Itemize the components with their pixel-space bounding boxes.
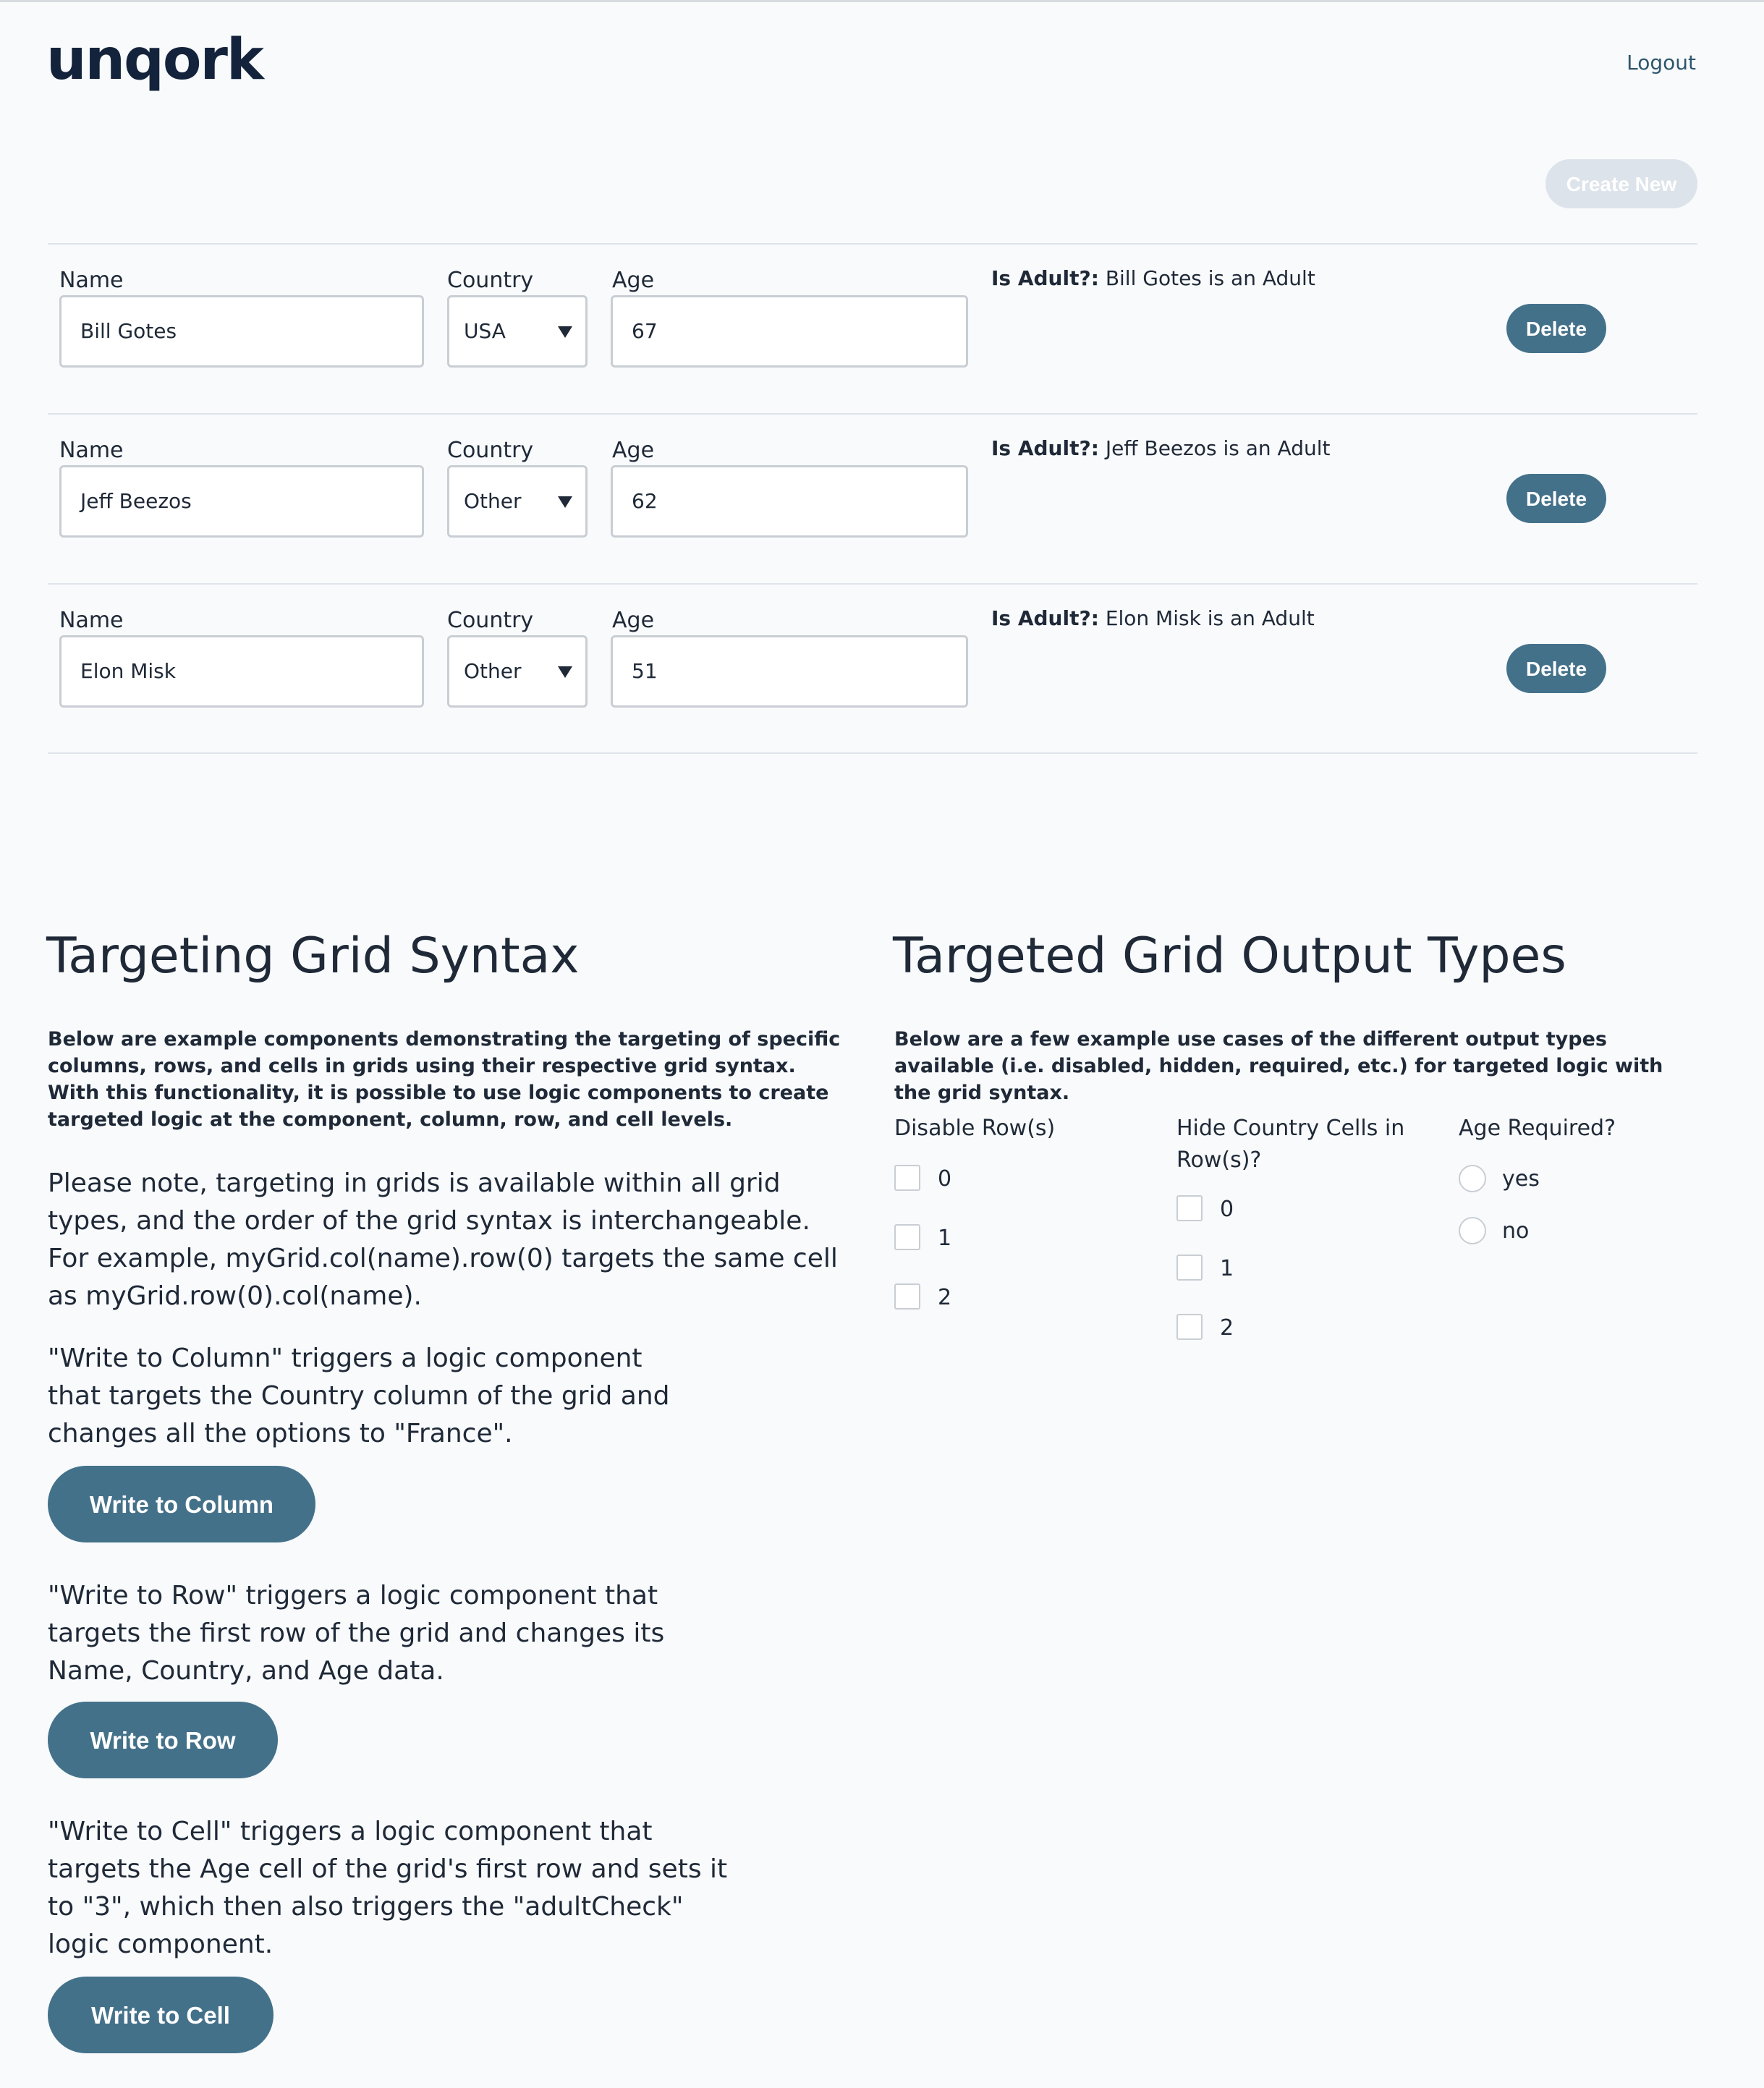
write-to-cell-button[interactable]: Write to Cell [48,1977,273,2053]
is-adult-output [991,266,1315,290]
delete-row-button[interactable]: Delete [1506,474,1606,523]
country-select[interactable] [447,635,588,708]
grid-row [48,415,1697,584]
logout-link[interactable]: Logout [1627,51,1696,75]
country-select[interactable] [447,465,588,538]
caret-down-icon [558,496,572,508]
country-select[interactable] [447,295,588,368]
caret-down-icon [558,666,572,678]
is-adult-output [991,606,1315,630]
age-label: Age [612,438,655,463]
targeting-intro: Below are example components demonstrating the targeting of specific columns, rows, and cells in grids using their respective grid syntax. With this functionality, it is possible to use logic components to create targeted logic at the component, column, row, and cell levels. [48,1028,841,1131]
is-adult-value: Bill Gotes is an Adult [1105,266,1315,290]
country-select-value: Other [464,489,522,513]
is-adult-label: Is Adult?: [991,436,1099,460]
checkbox[interactable] [1176,1195,1203,1221]
name-label: Name [59,438,124,463]
name-input[interactable]: Bill Gotes [59,295,424,368]
targeting-note: Please note, targeting in grids is available within all grid types, and the order of the grid syntax is interchangeable. For example, myGrid.col(name).row(0) targets the same cell as myGrid.row(0).col(name). [48,1168,838,1311]
grid-row [48,245,1697,414]
age-input[interactable]: 62 [611,465,968,538]
checkbox[interactable] [894,1224,920,1250]
name-label: Name [59,268,124,293]
write-to-column-description: "Write to Column" triggers a logic component that targets the Country column of the grid and changes all the options to "France". [48,1344,670,1448]
age-label: Age [612,268,655,293]
is-adult-output [991,436,1330,460]
name-label: Name [59,608,124,633]
checkbox[interactable] [894,1283,920,1310]
grid-divider [48,752,1697,754]
is-adult-label: Is Adult?: [991,266,1099,290]
is-adult-value: Jeff Beezos is an Adult [1105,436,1331,460]
delete-row-button[interactable]: Delete [1506,304,1606,353]
age-input[interactable]: 67 [611,295,968,368]
country-label: Country [447,268,534,293]
write-to-column-button[interactable]: Write to Column [48,1466,315,1542]
checkbox[interactable] [1176,1314,1203,1340]
country-label: Country [447,608,534,633]
hide-country-cells-label: Hide Country Cells in Row(s)? [1176,1116,1405,1173]
output-types-intro: Below are a few example use cases of the different output types available (i.e. disabled, hidden, required, etc.) for targeted logic with the grid syntax. [894,1028,1663,1104]
unqork-logo: unqork [46,27,263,93]
country-select-value: USA [464,319,506,343]
is-adult-value: Elon Misk is an Adult [1105,606,1315,630]
age-required-label: Age Required? [1459,1116,1616,1141]
is-adult-label: Is Adult?: [991,606,1099,630]
grid-row [48,585,1697,754]
checkbox[interactable] [894,1165,920,1191]
age-input[interactable]: 51 [611,635,968,708]
delete-row-button[interactable]: Delete [1506,644,1606,693]
country-label: Country [447,438,534,463]
age-label: Age [612,608,655,633]
disable-rows-label: Disable Row(s) [894,1116,1056,1141]
name-input[interactable]: Elon Misk [59,635,424,708]
radio[interactable] [1459,1217,1486,1244]
write-to-row-description: "Write to Row" triggers a logic component that targets the first row of the grid and changes its Name, Country, and Age data. [48,1581,665,1686]
write-to-row-button[interactable]: Write to Row [48,1702,278,1778]
create-new-button[interactable]: Create New [1545,159,1697,208]
country-select-value: Other [464,659,522,683]
radio[interactable] [1459,1165,1486,1192]
checkbox[interactable] [1176,1255,1203,1281]
name-input[interactable]: Jeff Beezos [59,465,424,538]
targeted-grid-output-types-title: Targeted Grid Output Types [893,928,1566,985]
write-to-cell-description: "Write to Cell" triggers a logic component that targets the Age cell of the grid's first row and sets it to "3", which then also triggers the "adultCheck" logic component. [48,1817,728,1959]
caret-down-icon [558,326,572,338]
targeting-grid-syntax-title: Targeting Grid Syntax [46,928,580,985]
top-border [0,0,1764,2]
